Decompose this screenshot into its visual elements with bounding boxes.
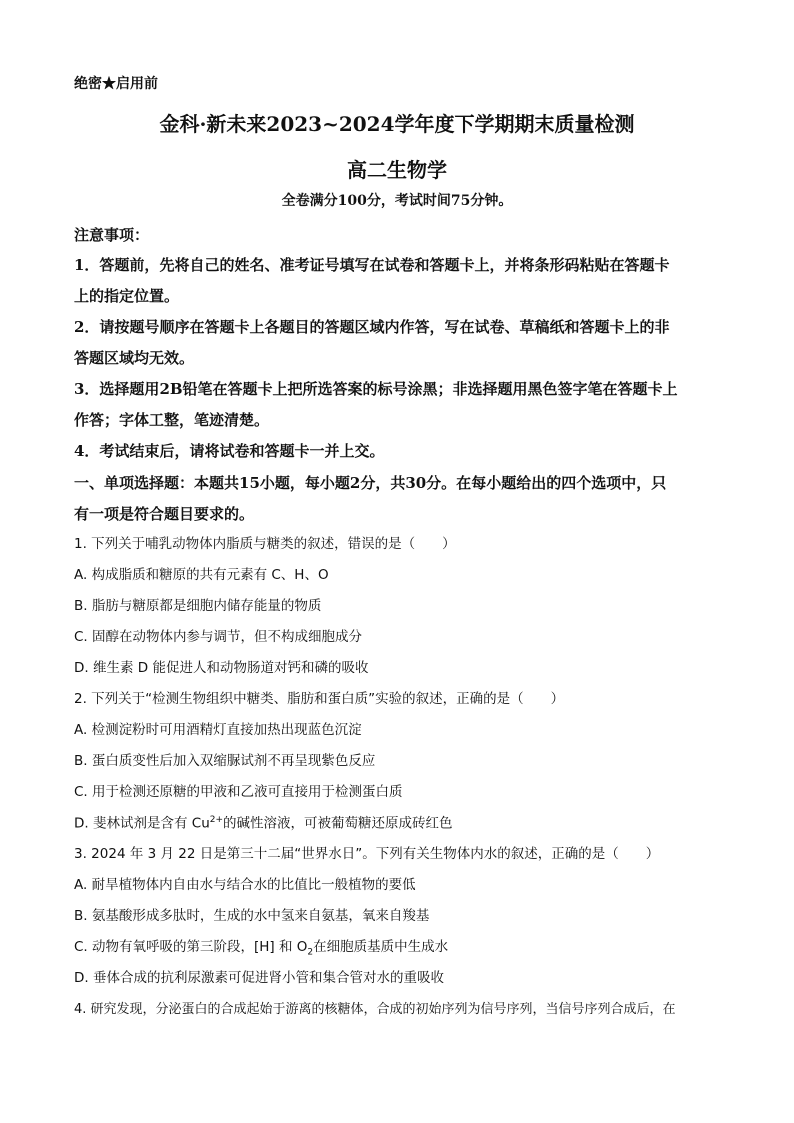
question-2-option-a: A. 检测淀粉时可用酒精灯直接加热出现蓝色沉淀 xyxy=(74,722,362,738)
question-2-option-c: C. 用于检测还原糖的甲液和乙液可直接用于检测蛋白质 xyxy=(74,784,403,800)
question-1-option-a: A. 构成脂质和糖原的共有元素有 C、H、O xyxy=(74,567,329,583)
question-2-option-d-text: D. 斐林试剂是含有 Cu xyxy=(74,815,210,832)
notice-item-1: 1．答题前，先将自己的姓名、准考证号填写在试卷和答题卡上，并将条形码粘贴在答题卡 xyxy=(74,256,670,274)
notice-item-4: 4．考试结束后，请将试卷和答题卡一并上交。 xyxy=(74,442,385,460)
section-1-instructions-cont: 有一项是符合题目要求的。 xyxy=(74,505,255,523)
oxygen-subscript: 2 xyxy=(307,947,314,958)
question-3-option-d: D. 垂体合成的抗利尿激素可促进肾小管和集合管对水的重吸收 xyxy=(74,970,444,986)
notice-item-2: 2．请按题号顺序在答题卡上各题目的答题区域内作答，写在试卷、草稿纸和答题卡上的非 xyxy=(74,318,670,336)
subject-title: 高二生物学 xyxy=(347,158,447,182)
question-1-option-d: D. 维生素 D 能促进人和动物肠道对钙和磷的吸收 xyxy=(74,660,369,676)
secret-label: 绝密★启用前 xyxy=(74,76,158,92)
notice-item-2-cont: 答题区域均无效。 xyxy=(74,349,195,367)
question-1-option-b: B. 脂肪与糖原都是细胞内储存能量的物质 xyxy=(74,598,322,614)
section-1-instructions: 一、单项选择题：本题共15小题，每小题2分，共30分。在每小题给出的四个选项中，只 xyxy=(74,474,667,492)
question-3-option-a: A. 耐旱植物体内自由水与结合水的比值比一般植物的要低 xyxy=(74,877,416,893)
question-2-stem: 2. 下列关于“检测生物组织中糖类、脂肪和蛋白质”实验的叙述，正确的是（ ） xyxy=(74,691,565,707)
question-1-option-c: C. 固醇在动物体内参与调节，但不构成细胞成分 xyxy=(74,629,363,645)
question-2-option-d-text-end: 的碱性溶液，可被葡萄糖还原成砖红色 xyxy=(223,815,453,832)
question-2-option-d xyxy=(74,815,453,832)
question-3-stem: 3. 2024 年 3 月 22 日是第三十二届“世界水日”。下列有关生物体内水的叙述，正确的是（ ） xyxy=(74,846,660,862)
question-3-option-c-text: C. 动物有氧呼吸的第三阶段，[H] 和 O xyxy=(74,939,308,955)
question-4-stem: 4. 研究发现，分泌蛋白的合成起始于游离的核糖体，合成的初始序列为信号序列，当信号序列合成后，在 xyxy=(74,1002,676,1017)
question-3-option-c xyxy=(74,939,448,958)
notice-item-3: 3．选择题用2B铅笔在答题卡上把所选答案的标号涂黑；非选择题用黑色签字笔在答题卡上 xyxy=(74,380,678,398)
score-info: 全卷满分100分，考试时间75分钟。 xyxy=(281,193,513,209)
copper-charge-superscript: 2+ xyxy=(209,815,224,825)
question-3-option-c-text-end: 在细胞质基质中生成水 xyxy=(313,939,449,955)
notice-item-1-cont: 上的指定位置。 xyxy=(74,287,180,305)
question-2-option-b: B. 蛋白质变性后加入双缩脲试剂不再呈现紫色反应 xyxy=(74,753,376,769)
exam-title: 金科·新未来2023~2024学年度下学期期末质量检测 xyxy=(159,112,635,136)
notice-item-3-cont: 作答；字体工整，笔迹清楚。 xyxy=(74,411,270,429)
question-1-stem: 1. 下列关于哺乳动物体内脂质与糖类的叙述，错误的是（ ） xyxy=(74,536,456,552)
question-3-option-b: B. 氨基酸形成多肽时，生成的水中氢来自氨基，氧来自羧基 xyxy=(74,908,430,924)
notice-heading: 注意事项： xyxy=(74,226,150,244)
